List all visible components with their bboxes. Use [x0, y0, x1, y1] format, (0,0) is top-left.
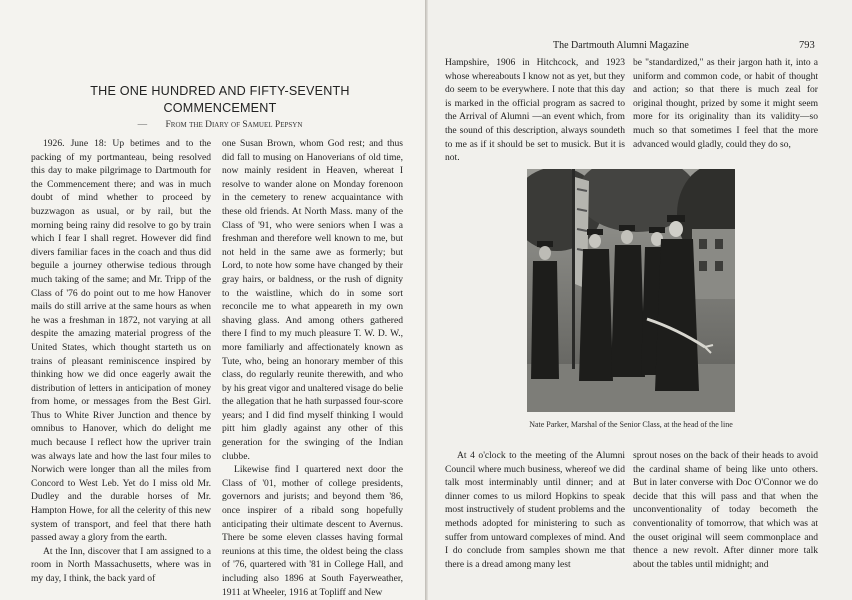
left-page [0, 0, 425, 600]
left-column-2 [222, 137, 403, 599]
photo-illustration [527, 169, 735, 412]
right-column-3 [445, 449, 625, 571]
right-column-1 [445, 56, 625, 165]
paragraph: Likewise find I quartered next door the Class of '01, mother of college presidents, governors and jurists; and beyond them '86, once inspirer of a ribald song hopefully anticipating their ultimate descent to Avernus. There be some eleven classes having formal reunions at this time, the oldest being the class of '76, quartered with '81 in College Hall, and including also 1896 at South Fayerweather, 1911 at Wheeler, 1916 at Topliff and New [222, 464, 403, 598]
paragraph: sprout noses on the back of their heads to avoid the cardinal shame of being like unto others. But in later converse with Doc O'Connor we do decide that this will pass and that when the unconventionality of today becometh the conventionality of tomorrow, that which was at the ouset original will seem commonplace and thence a new revolt. After dinner more talk about the tables until midnight; and [633, 450, 818, 570]
byline-dash: — [137, 120, 148, 130]
byline-text: From the Diary of Samuel Pepsyn [165, 120, 303, 130]
title-line-2: COMMENCEMENT [163, 101, 277, 115]
article-title [60, 83, 380, 117]
right-column-2 [633, 56, 818, 151]
right-column-4 [633, 449, 818, 571]
running-head: The Dartmouth Alumni Magazine [553, 40, 689, 51]
paragraph: one Susan Brown, whom God rest; and thus did fall to musing on Hanoverians of old time, now mainly resident in Heaven, whereat I resolve to wander alone on Monday forenoon in the cemetery to renew acquaintance with these old friends. At North Mass. many of the Class of '91, who were seniors when I was a freshman and therefore well known to me, but not held in the same awe as formerly; but Lord, to note how some have changed by their gray hairs, or baldness, or the rush of dignity to the waistline, which do in some sort reconcile me to what appeareth in my own shaving glass. And among others gathered there I find to my much pleasure T. W. D. W., more familiarly and affectionately known as Tute, who, being an honorary member of this class, do regularly reunite therewith, and who by his great vigor and unaltered visage do belie the allegation that he hath surpassed four-score years; and I did find myself thinking I would pitt him gladly against any other of this generation for the swinging of the Indian clubbe. [222, 138, 403, 462]
title-line-1: THE ONE HUNDRED AND FIFTY-SEVENTH [90, 84, 350, 98]
paragraph: Hampshire, 1906 in Hitchcock, and 1923 whose whereabouts I know not as yet, but they do seem to be everywhere. I note that this day is marked in the official program as sacred to the Arrival of Alumni —an event which, from the sound of this description, always soundeth to me as if it should be set to musick. But it is not. [445, 57, 625, 164]
photo-caption: Nate Parker, Marshal of the Senior Class, at the head of the line [529, 420, 733, 429]
byline [60, 120, 380, 130]
paragraph: At 4 o'clock to the meeting of the Alumni Council where much business, whereof we did talk most interminably until dinner; and at dinner comes to us milord Hopkins to speak most instructively of student problems and the methods adopted for ministering to such as suffer from untoward complexes of mind. And I do conclude from samples shown me that there is a dread among many lest [445, 450, 625, 570]
marshal-photo [527, 169, 735, 412]
page-number: 793 [799, 40, 815, 51]
paragraph: At the Inn, discover that I am assigned to a room in North Massachusetts, where was in my day, I think, the back yard of [31, 545, 211, 584]
paragraph: be "standardized," as their jargon hath it, into a uniform and common code, or habit of thought and action; so that there is much zeal for original thought, prized by some it might seem more for its originality than its validity—so much so that sometimes I feel that the more advanced would gladly, could they do so, [633, 57, 818, 150]
left-column-1 [31, 137, 211, 586]
paragraph: 1926. June 18: Up betimes and to the packing of my portmanteau, being resolved this day to make pilgrimage to Dartmouth for the Commencement there; and was in much doubt of mind whether to proceed by buzzwagon as usual, or by rail, but the morning being rainy did resolve to go by train which I fear I shall regret. However did find divers familiar faces in the coach and thus did beguile a journey otherwise tedious through much taking of the same; and Mr. Tripp of the Class of '76 do point out to me how Hanover mails do still arrive at the same hours as when he was a freshman in 1872, not varying at all despite the amazing material progress of the United States, which thought starteth us on trains of pleasant reminiscence inspired by thinking how we did once eagerly await the distribution of letters in anticipation of money from home, or messages from the Best Girl. Thus to White River Junction and thence by omnibus to Hanover, which do delight me much because I reflect how the upriver train was always late and how the last four miles to Norwich were longer than all the miles from Concord to West Leb. Yet do I miss old Mr. Dudley and the durable horses of Mr. Hampton Howe, for all the celerity of this new system of transport, and feel that there hath passed away a glory from the earth. [31, 138, 211, 544]
